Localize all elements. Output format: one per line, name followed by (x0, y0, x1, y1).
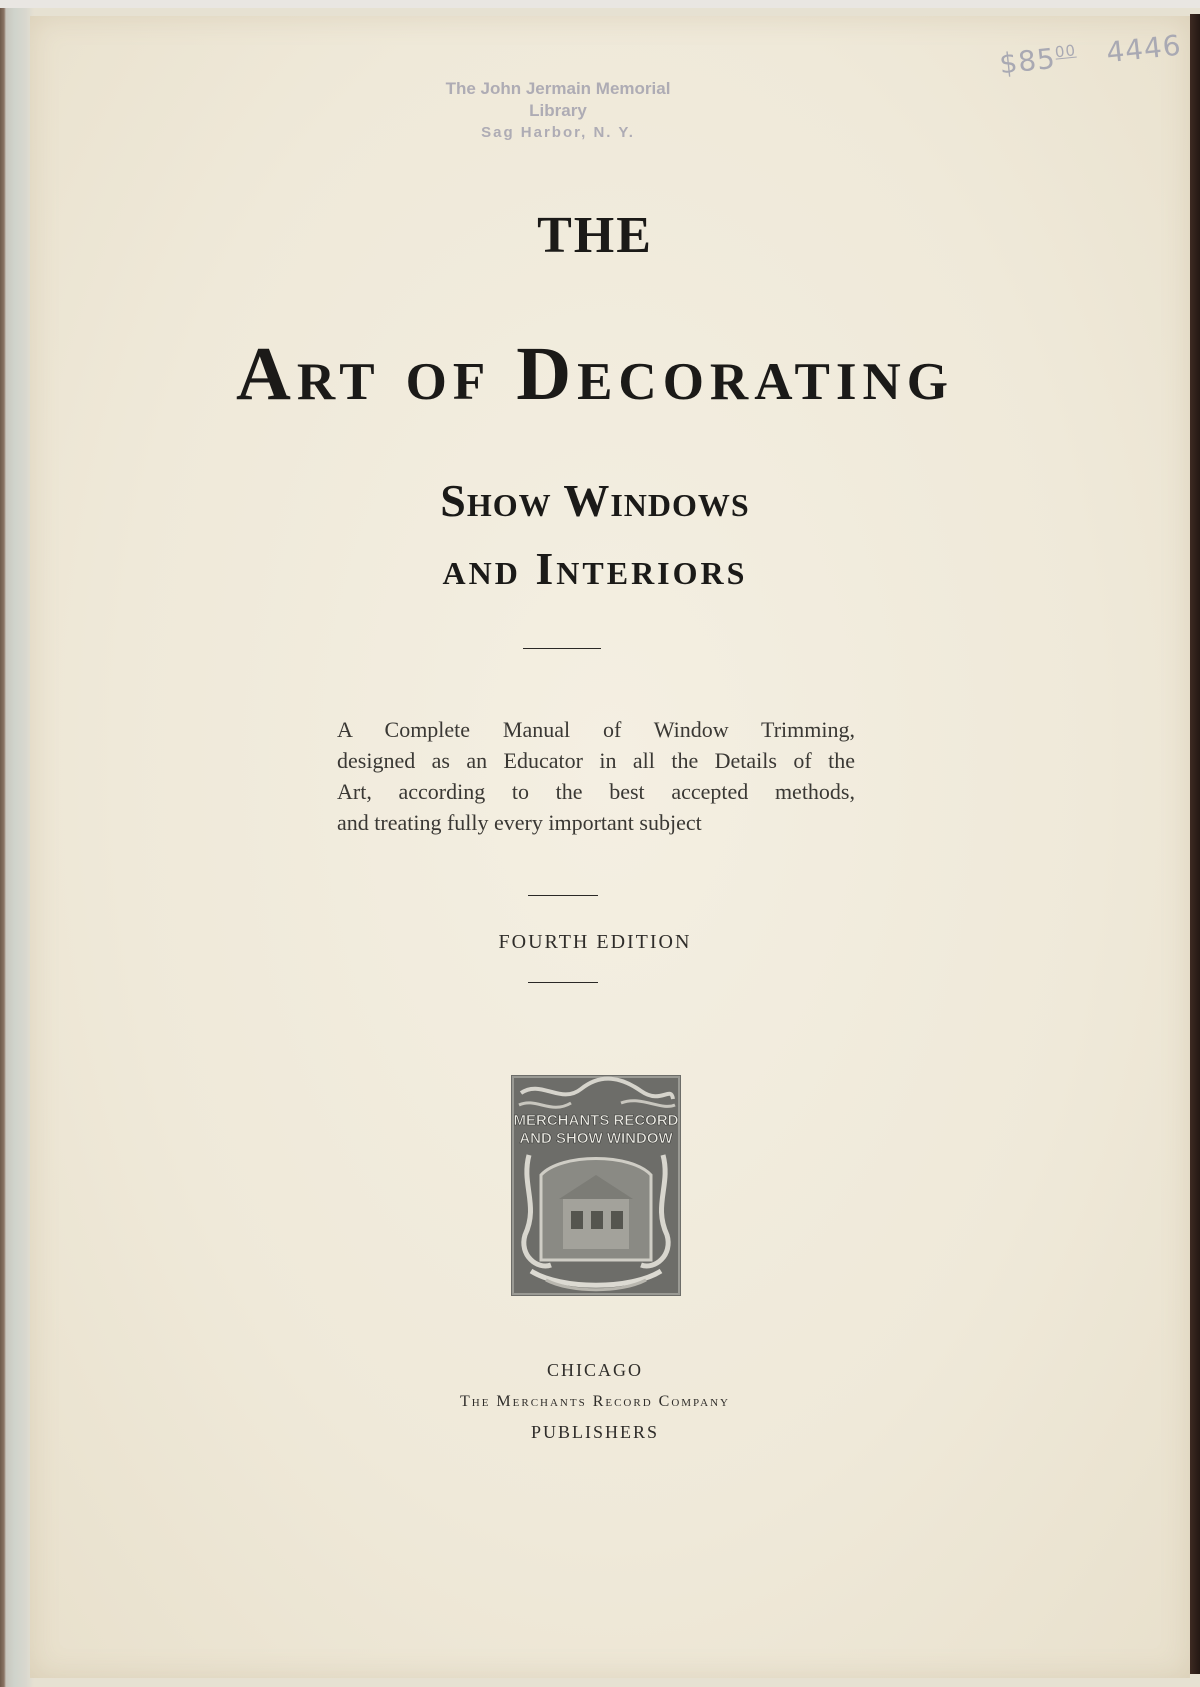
imprint-city: CHICAGO (546, 1360, 643, 1380)
description-line: Art, according to the best accepted methods, (337, 779, 855, 804)
publisher-emblem-icon (511, 1075, 681, 1296)
pencil-price: $\$85^{00}$ (997, 41, 1078, 81)
library-stamp-line2: Sag Harbor, N. Y. (481, 124, 635, 141)
divider-rule (528, 982, 598, 983)
divider-rule (528, 895, 598, 896)
emblem-text-line2: AND SHOW WINDOW (519, 1130, 673, 1147)
description (337, 714, 855, 838)
description-line: A Complete Manual of Window Trimming, (337, 717, 855, 742)
title-the: THE (537, 207, 653, 264)
book-cover-edge (1190, 14, 1200, 1674)
imprint-role: PUBLISHERS (530, 1422, 660, 1442)
pencil-code: 4446 (1104, 28, 1184, 70)
description-line: designed as an Educator in all the Details of the (337, 748, 855, 773)
description-line: and treating fully every important subject (337, 810, 702, 835)
subtitle-line2: and Interiors (442, 543, 748, 594)
title-main: Art of Decorating (235, 332, 955, 416)
imprint-company: The Merchants Record Company (459, 1393, 730, 1410)
library-stamp-line1: The John Jermain Memorial Library (445, 79, 671, 120)
subtitle-line1: Show Windows (440, 475, 750, 526)
divider-rule (523, 648, 601, 649)
title-page (30, 16, 1190, 1678)
edition: FOURTH EDITION (498, 931, 692, 953)
library-stamp (428, 78, 688, 144)
pencil-notes (998, 29, 1183, 81)
emblem-text-line1: MERCHANTS RECORD (513, 1112, 679, 1129)
book-photo (0, 8, 1200, 1687)
